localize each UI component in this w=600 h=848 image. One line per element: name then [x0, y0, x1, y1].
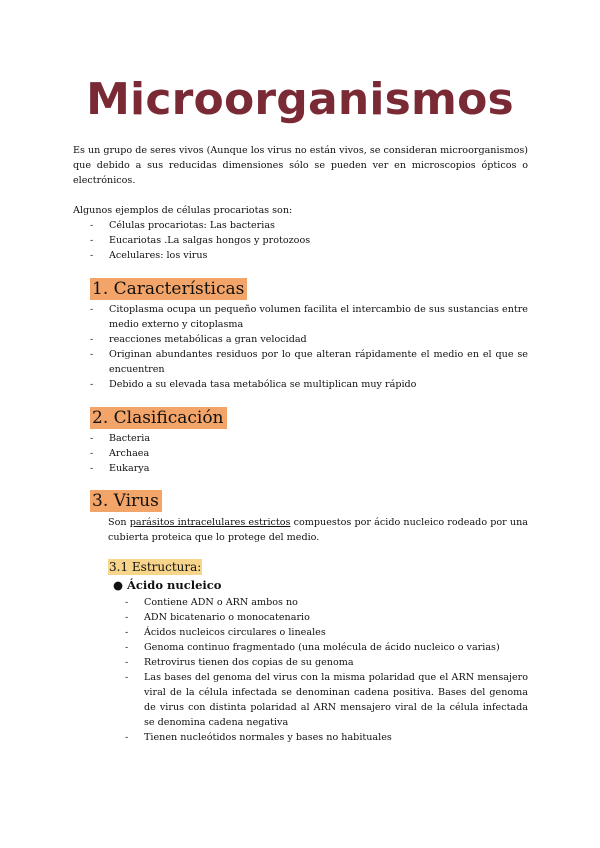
subsection-heading-estructura: 3.1 Estructura: [109, 560, 202, 574]
list-item: - Citoplasma ocupa un pequeño volumen facilita el intercambio de sus sustancias entre medio externo y citoplasma [73, 302, 528, 332]
list-item: - Retrovirus tienen dos copias de su genoma [108, 655, 528, 670]
list-item: - Genoma continuo fragmentado (una molécula de ácido nucleico o varias) [108, 640, 528, 655]
list-item: - reacciones metabólicas a gran velocidad [73, 332, 528, 347]
clasificacion-list [73, 431, 528, 476]
list-item: - Las bases del genoma del virus con la misma polaridad que el ARN mensajero viral de la célula infectada se denominan cadena positiva. Bases del genoma de virus con distinta polaridad al ARN mensajero viral de la célula infectada se denomina cadena negativa [108, 670, 528, 730]
list-item: - Originan abundantes residuos por lo que alteran rápidamente el medio en el que se encuentren [73, 347, 528, 377]
acido-nucleico-list [108, 595, 528, 745]
list-item: - Ácidos nucleicos circulares o lineales [108, 625, 528, 640]
list-item: - Debido a su elevada tasa metabólica se multiplican muy rápido [73, 377, 528, 392]
virus-text-pre: Son [108, 517, 130, 528]
virus-text-post: compuestos por ácido nucleico rodeado por una cubierta proteica que lo protege del medio. [108, 517, 528, 543]
list-item: - Células procariotas: Las bacterias [73, 218, 528, 233]
virus-text-underlined: parásitos intracelulares estrictos [129, 517, 291, 528]
list-item: - Bacteria [73, 431, 528, 446]
list-item: - ADN bicatenario o monocatenario [108, 610, 528, 625]
bullet-label: Ácido nucleico [127, 578, 222, 592]
list-item: - Eukarya [73, 461, 528, 476]
section-heading-caracteristicas: 1. Características [90, 278, 247, 300]
virus-paragraph [108, 515, 528, 545]
intro-paragraph: Es un grupo de seres vivos (Aunque los virus no están vivos, se consideran microorganismos) que debido a sus reducidas dimensiones sólo se pueden ver en microscopios ópticos o electrónicos. [73, 145, 529, 186]
page-title: Microorganismos [86, 74, 514, 125]
bullet-icon: ● [113, 578, 124, 592]
list-item: - Acelulares: los virus [73, 248, 528, 263]
list-item: - Contiene ADN o ARN ambos no [108, 595, 528, 610]
examples-intro: Algunos ejemplos de células procariotas son: [73, 205, 293, 216]
section-heading-clasificacion: 2. Clasificación [90, 407, 227, 429]
caracteristicas-list [73, 302, 528, 392]
list-item: - Tienen nucleótidos normales y bases no habituales [108, 730, 528, 745]
section-heading-virus: 3. Virus [90, 490, 162, 512]
list-item: - Archaea [73, 446, 528, 461]
examples-list [73, 218, 528, 263]
bullet-heading [113, 577, 221, 593]
list-item: - Eucariotas .La salgas hongos y protozoos [73, 233, 528, 248]
